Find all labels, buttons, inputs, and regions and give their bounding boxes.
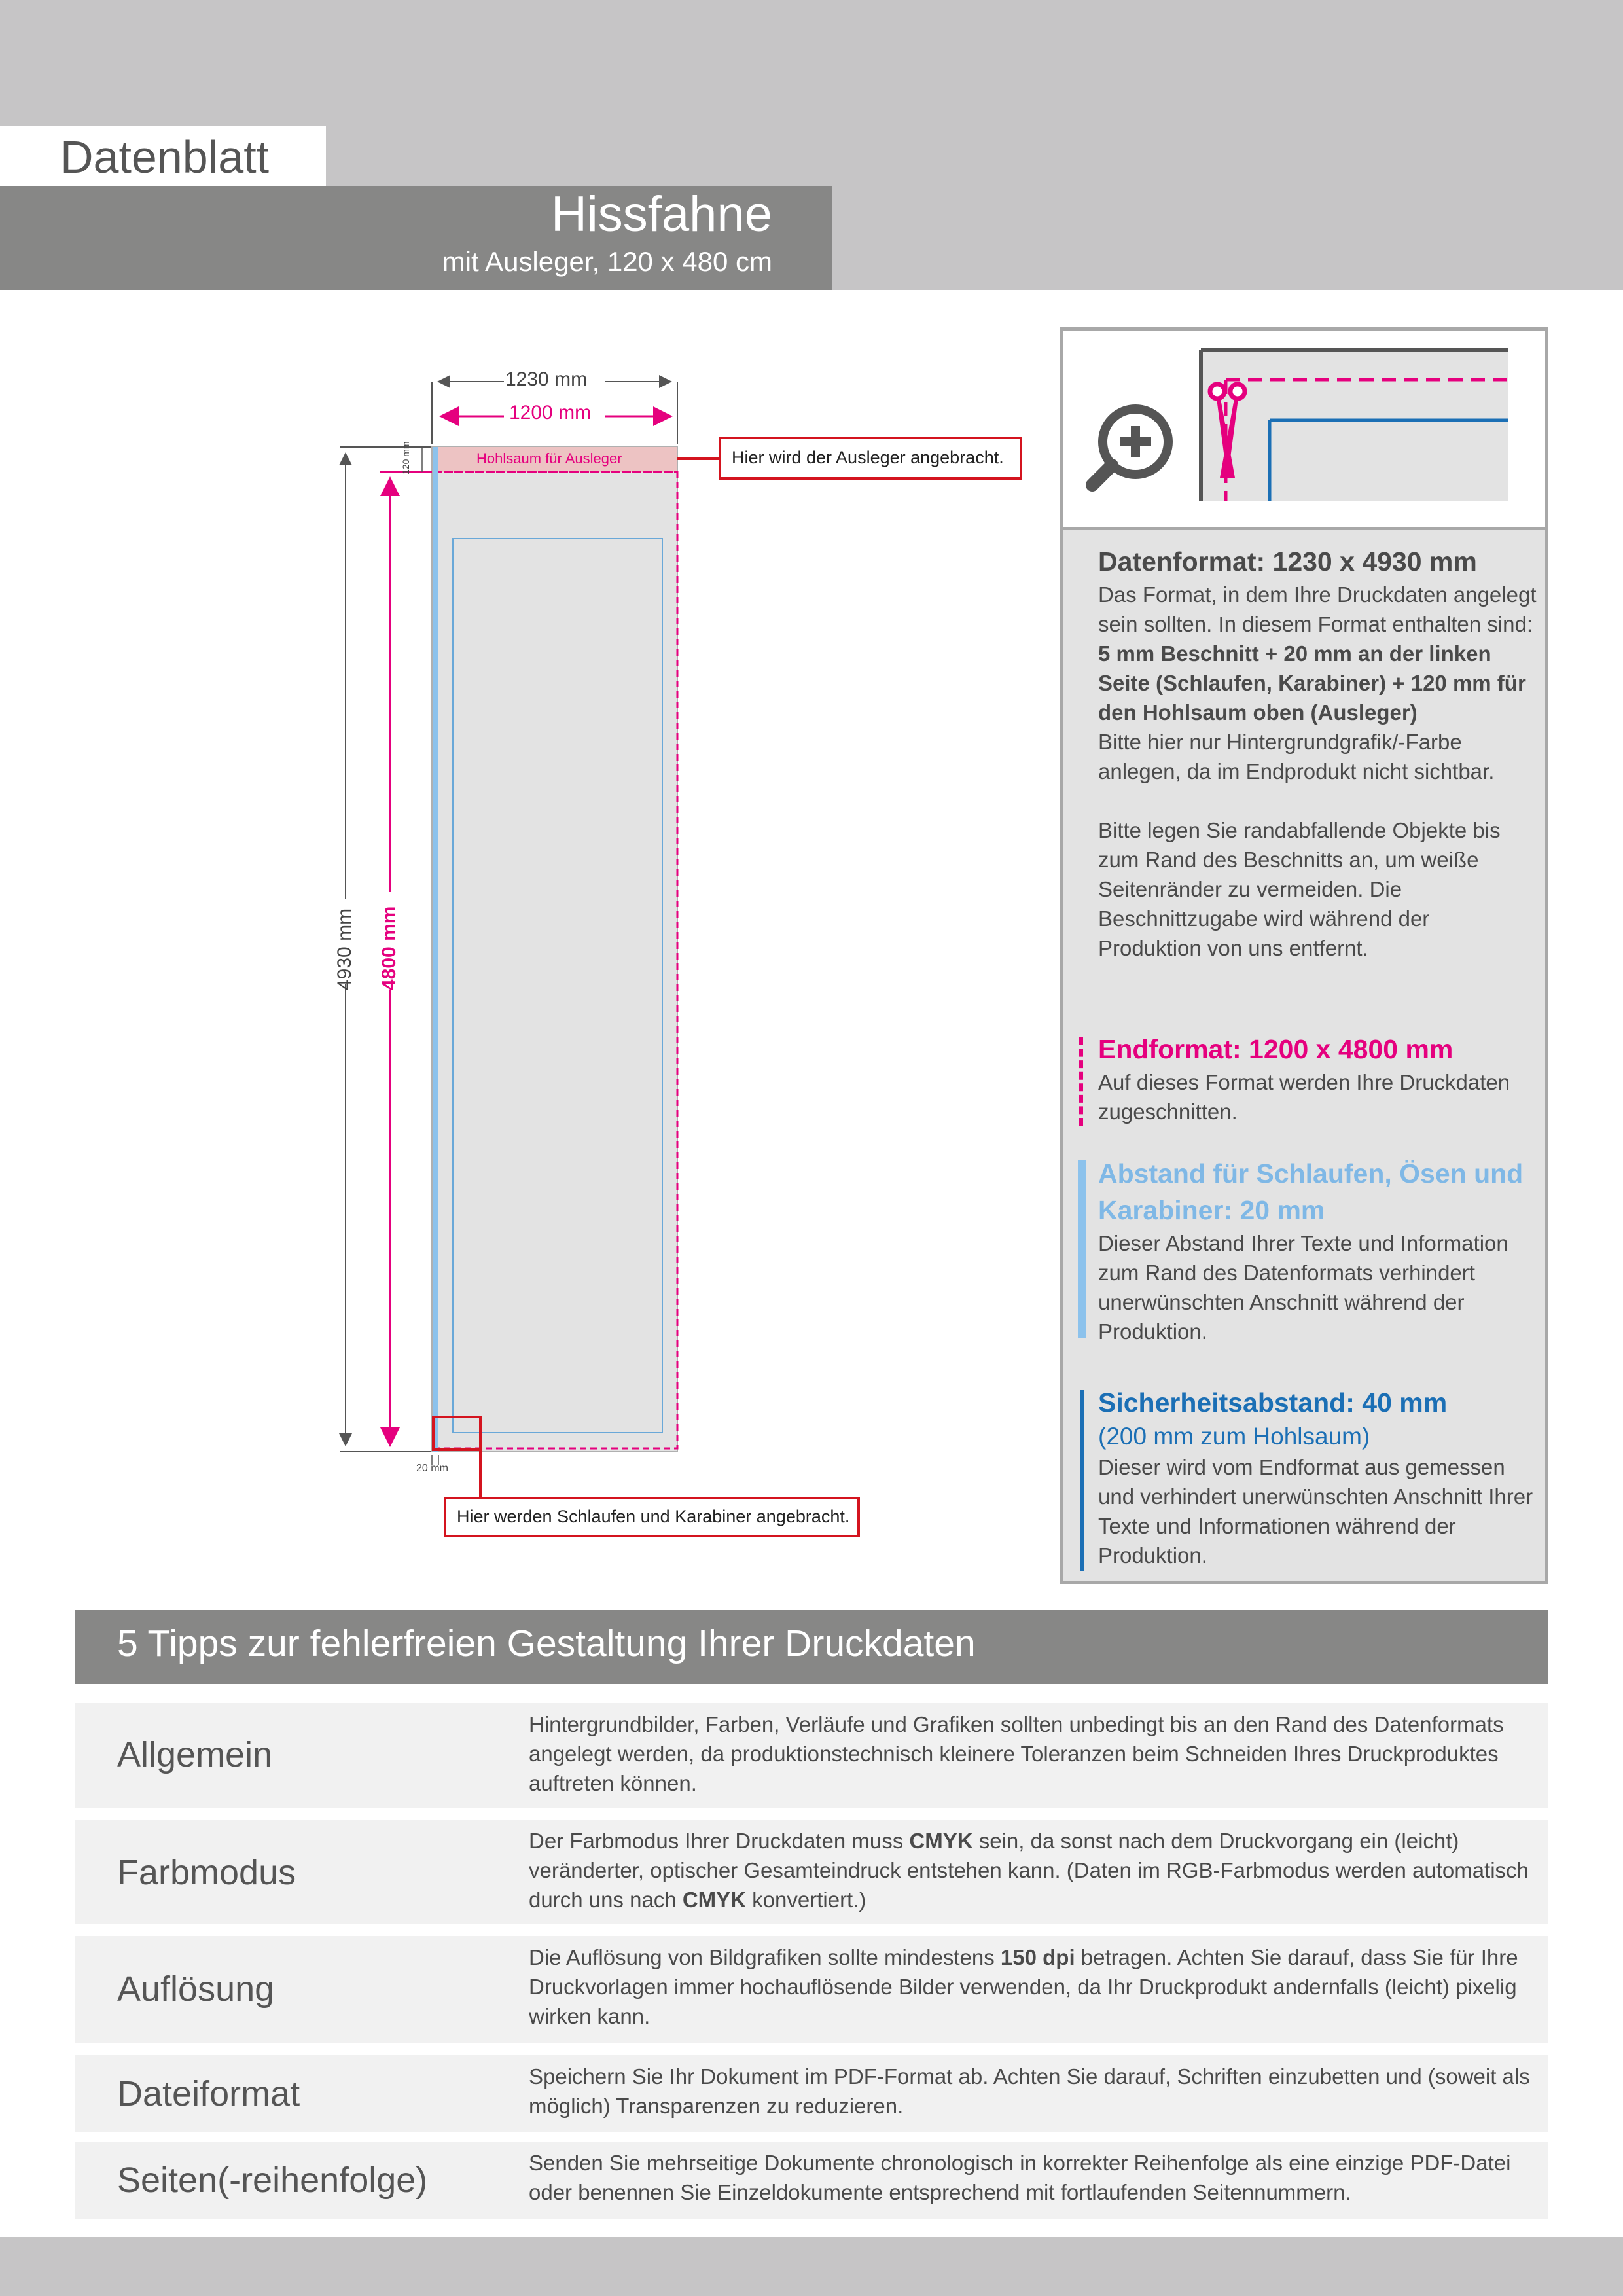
tip-row-farbmodus [75, 1820, 1548, 1924]
datenformat-text-c: Bitte hier nur Hintergrundgrafik/-Farbe anlegen, da im Endprodukt nicht sichtbar. [1098, 730, 1495, 783]
tip-row-allgemein [75, 1703, 1548, 1808]
endformat-text: Auf dieses Format werden Ihre Druckdaten zugeschnitten. [1098, 1070, 1510, 1124]
technical-drawing [0, 290, 1047, 1573]
tip-text-part: konvertiert.) [746, 1888, 866, 1912]
page-subtitle: mit Ausleger, 120 x 480 cm [442, 246, 772, 277]
sicherheit-subtitle: (200 mm zum Hohlsaum) [1098, 1423, 1370, 1450]
width-final-label: 1200 mm [509, 402, 592, 423]
page-title: Hissfahne [551, 187, 772, 242]
tip-label: Seiten(-reihenfolge) [117, 2161, 428, 2200]
height-total-label: 4930 mm [334, 908, 355, 990]
abstand-text: Dieser Abstand Ihrer Texte und Information zum Rand des Datenformats verhindert unerwünschten Anschnitt während der Produktion. [1098, 1231, 1508, 1344]
datenformat-text-2: Bitte legen Sie randabfallende Objekte bis zum Rand des Beschnitts an, um weiße Seitenränder zu vermeiden. Die Beschnittzugabe wird während der Produktion von uns entfernt. [1098, 818, 1501, 960]
height-final-label: 4800 mm [378, 906, 400, 990]
data-format-area [432, 447, 677, 1452]
tip-text-part: sein, da sonst nach dem Druckvorgang ein (leicht) veränderter, optischer Gesamteindruck entstehen kann. (Daten im RGB-Farbmodus werden automatisch durch uns nach [529, 1829, 1529, 1912]
sicherheit-block [1098, 1384, 1537, 1570]
tips-header [75, 1610, 1548, 1684]
drawing-svg [0, 290, 1047, 1573]
tip-text [529, 1943, 1530, 2031]
endformat-block [1098, 1031, 1537, 1126]
tip-row-aufloesung [75, 1936, 1548, 2043]
callout-bottom-text: Hier werden Schlaufen und Karabiner angebracht. [457, 1507, 850, 1526]
datenformat-text-b: 5 mm Beschnitt + 20 mm an der linken Seite (Schlaufen, Karabiner) + 120 mm für den Hohlsaum oben (Ausleger) [1098, 641, 1526, 725]
tip-text-part: Die Auflösung von Bildgrafiken sollte mindestens [529, 1945, 1001, 1969]
title-bar [0, 186, 832, 290]
endformat-title: Endformat: 1200 x 4800 mm [1098, 1034, 1454, 1064]
tip-text: Hintergrundbilder, Farben, Verläufe und Grafiken sollten unbedingt bis an den Rand des Datenformats angelegt werden, da produktionstechnisch kleinere Toleranzen beim Schneiden Ihres Druckproduktes auftreten können. [529, 1712, 1504, 1795]
endformat-marker [1079, 1037, 1083, 1126]
tip-label: Dateiformat [117, 2074, 300, 2113]
tip-text: Senden Sie mehrseitige Dokumente chronologisch in korrekter Reihenfolge als eine einzige PDF-Datei oder benennen Sie Einzeldokumente entsprechend mit fortlaufenden Seitennummern. [529, 2151, 1511, 2204]
sicherheit-text: Dieser wird vom Endformat aus gemessen und verhindert unerwünschten Anschnitt Ihrer Texte und Informationen während der Produktion. [1098, 1455, 1533, 1568]
tip-row-seiten [75, 2142, 1548, 2219]
datenformat-title: Datenformat: 1230 x 4930 mm [1098, 547, 1477, 577]
info-box [1060, 327, 1548, 1584]
hem-label: Hohlsaum für Ausleger [476, 450, 622, 467]
left-margin-label: 20 mm [416, 1463, 448, 1474]
callout-top-text: Hier wird der Ausleger angebracht. [732, 448, 1004, 467]
tip-text-part: Der Farbmodus Ihrer Druckdaten muss [529, 1829, 910, 1853]
zoom-in-icon [1092, 409, 1168, 485]
loop-margin-strip [433, 447, 438, 1452]
datenformat-block [1098, 543, 1537, 963]
tip-text-bold: 150 dpi [1000, 1945, 1075, 1969]
tip-row-dateiformat [75, 2055, 1548, 2132]
hem-height-label: 120 mm [401, 441, 411, 475]
doc-type-label: Datenblatt [60, 132, 270, 183]
width-total-label: 1230 mm [505, 368, 588, 390]
tip-text: Speichern Sie Ihr Dokument im PDF-Format ab. Achten Sie darauf, Schriften einzubetten und (soweit als möglich) Transparenzen zu reduzieren. [529, 2064, 1530, 2118]
datenformat-text-a: Das Format, in dem Ihre Druckdaten angelegt sein sollten. In diesem Format enthalten sind: [1098, 583, 1537, 636]
info-icon-area [1063, 331, 1545, 530]
tips-title: 5 Tipps zur fehlerfreien Gestaltung Ihrer Druckdaten [117, 1623, 976, 1664]
sicherheit-title: Sicherheitsabstand: 40 mm [1098, 1388, 1448, 1418]
tip-label: Auflösung [117, 1969, 275, 2009]
sicherheit-marker [1080, 1390, 1084, 1571]
abstand-title: Abstand für Schlaufen, Ösen und Karabiner: 20 mm [1098, 1158, 1524, 1225]
tip-label: Allgemein [117, 1735, 273, 1774]
tip-text-part: betragen. Achten Sie darauf, dass Sie für Ihre Druckvorlagen immer hochauflösende Bilder verwenden, da Ihr Druckprodukt andernfalls (leicht) pixelig wirken kann. [529, 1945, 1518, 2028]
bottom-band [0, 2237, 1623, 2296]
tip-text-bold: CMYK [909, 1829, 973, 1853]
abstand-block [1098, 1155, 1537, 1346]
tip-text-bold: CMYK [682, 1888, 746, 1912]
tip-label: Farbmodus [117, 1853, 296, 1892]
tip-text [529, 1826, 1530, 1914]
abstand-marker [1078, 1160, 1086, 1338]
info-icons-svg [1063, 331, 1545, 527]
doc-type-tab [0, 126, 326, 186]
